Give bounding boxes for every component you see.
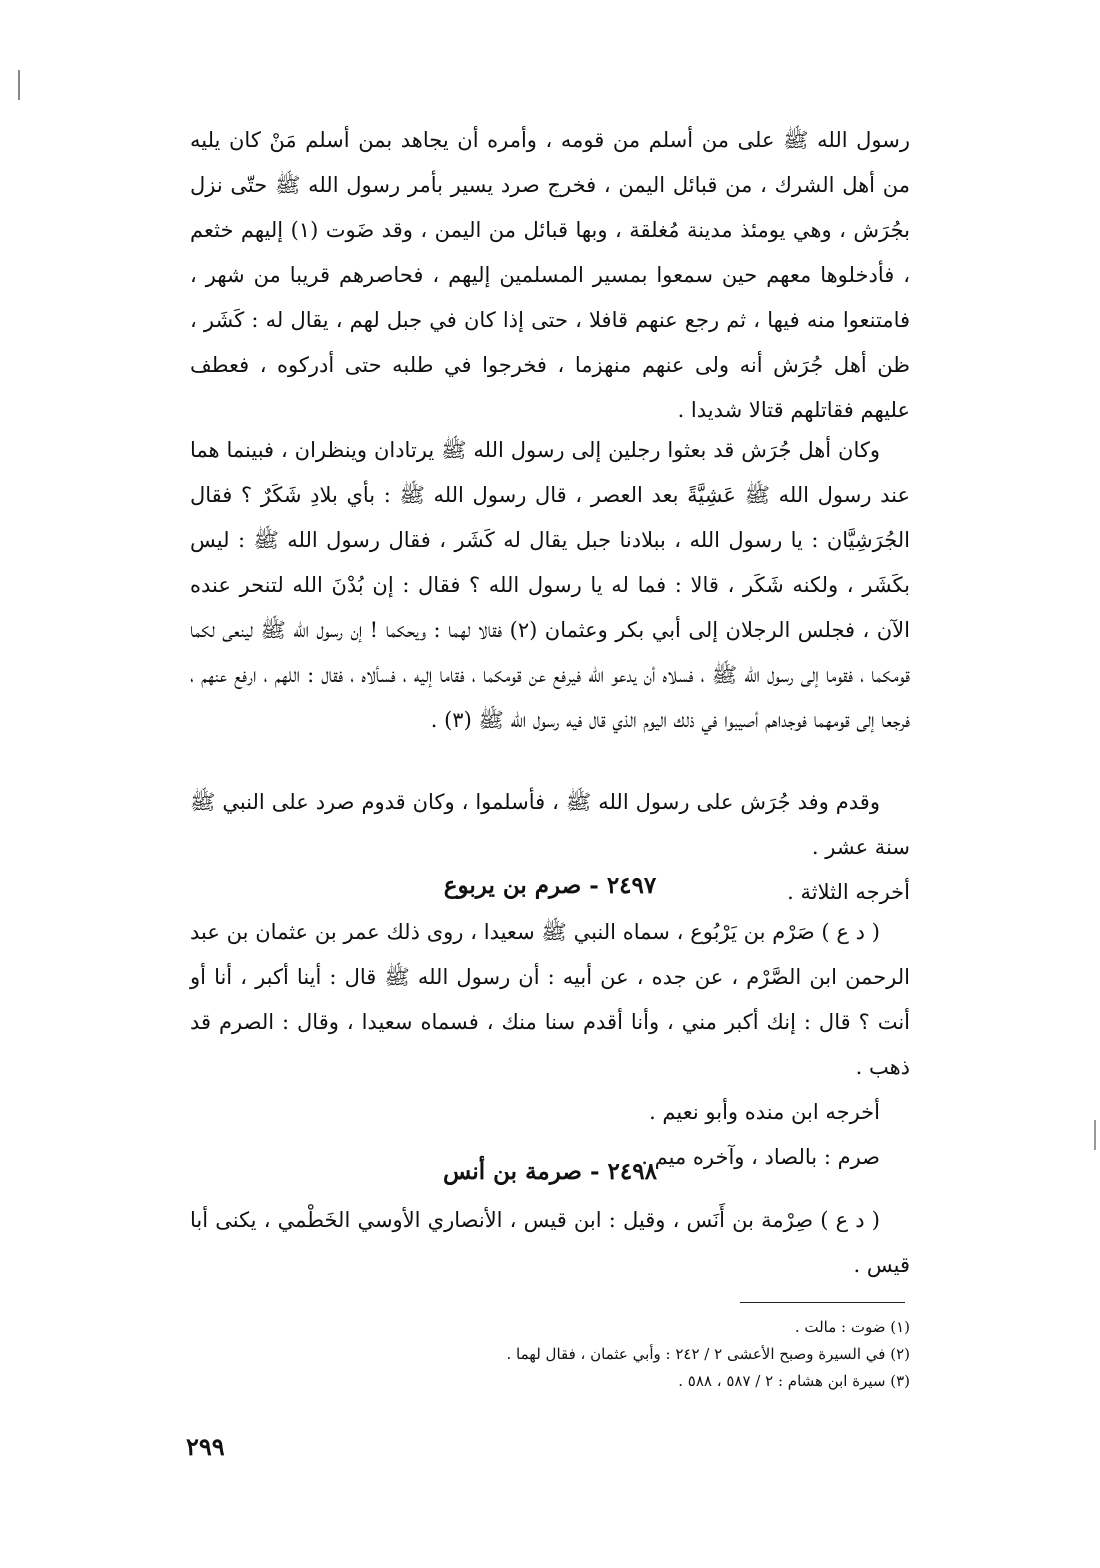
footnote-2: (٢) في السيرة وصبح الأعشى ٢ / ٢٤٢ : وأبي عثمان ، فقال لهما . [506, 1345, 910, 1363]
entry-2497 [190, 910, 910, 1180]
entry-source: أخرجه ابن منده وأبو نعيم . [649, 1100, 880, 1124]
paragraph: وكان أهل جُرَش قد بعثوا رجلين إلى رسول الله ﷺ يرتادان وينظران ، فبينما هما عند رسول الله ﷺ عَشِيَّةً بعد العصر ، قال رسول الله ﷺ : بأي بلادِ شَكَرٌ ؟ فقال الجُرَشِيَّان : يا رسول الله ، ببلادنا جبل يقال له كَشَر ، فقال رسول الله ﷺ : ليس بكَشَر ، ولكنه شَكَر ، قالا : فما له يا رسول الله ؟ فقال : إن بُدْنَ الله لتنحر عنده الآن ، فجلس الرجلان إلى أبي بكر وعثمان (٢) فقالا لهما : ويحكما ! إن رسول الله ﷺ لينعى لكما قومكما ، فقوما إلى رسول الله ﷺ ، فسلاه أن يدعو الله فيرفع عن قومكما ، فقاما إليه ، فسألاه ، فقال : اللهم ، ارفع عنهم ، فرجعا إلى قومهما فوجداهم أصيبوا في ذلك اليوم الذي قال فيه رسول الله ﷺ (٣) . [190, 438, 910, 732]
entry-text: ( د ع ) صَرْم بن يَرْبُوع ، سماه النبي ﷺ سعيدا ، روى ذلك عمر بن عثمان بن عبد الرحمن ابن الصَّرْم ، عن جده ، عن أبيه : أن رسول الله ﷺ قال : أينا أكبر ، أنا أو أنت ؟ قال : إنك أكبر مني ، وأنا أقدم سنا منك ، فسماه سعيدا ، وقال : الصرم قد ذهب . [190, 920, 910, 1079]
footnote-1: (١) ضوت : مالت . [794, 1318, 910, 1336]
entry-heading-2497: ٢٤٩٧ - صرم بن يربوع [443, 872, 657, 899]
body-text-top [190, 118, 910, 433]
entry-heading-2498: ٢٤٩٨ - صرمة بن أنس [443, 1158, 657, 1185]
entry-text: ( د ع ) صِرْمة بن أَنَس ، وقيل : ابن قيس ، الأنصاري الأوسي الخَطْمي ، يكنى أبا قيس . [190, 1208, 910, 1277]
body-text-middle [190, 428, 910, 743]
footnote-3: (٣) سيرة ابن هشام : ٢ / ٥٨٧ ، ٥٨٨ . [678, 1372, 910, 1390]
footnote-divider [740, 1302, 905, 1303]
footnotes [470, 1314, 910, 1395]
entry-note: صرم : بالصاد ، وآخره ميم . [641, 1145, 880, 1169]
paragraph: وقدم وفد جُرَش على رسول الله ﷺ ، فأسلموا ، وكان قدوم صرد على النبي ﷺ سنة عشر . [190, 790, 910, 859]
paragraph: أخرجه الثلاثة . [787, 880, 910, 904]
scan-margin-mark [1094, 1120, 1096, 1150]
scan-margin-mark [18, 70, 20, 100]
entry-2498 [190, 1198, 910, 1288]
paragraph: رسول الله ﷺ على من أسلم من قومه ، وأمره أن يجاهد بمن أسلم مَنْ كان يليه من أهل الشرك ، من قبائل اليمن ، فخرج صرد يسير بأمر رسول الله ﷺ حتّى نزل بجُرَش ، وهي يومئذ مدينة مُغلقة ، وبها قبائل من اليمن ، وقد ضَوت (١) إليهم خثعم ، فأدخلوها معهم حين سمعوا بمسير المسلمين إليهم ، فحاصرهم قريبا من شهر ، فامتنعوا منه فيها ، ثم رجع عنهم قافلا ، حتى إذا كان في جبل لهم ، يقال له : كَشَر ، ظن أهل جُرَش أنه ولى عنهم منهزما ، فخرجوا في طلبه حتى أدركوه ، فعطف عليهم فقاتلهم قتالا شديدا . [190, 128, 910, 422]
page-number: ٢٩٩ [186, 1432, 225, 1461]
